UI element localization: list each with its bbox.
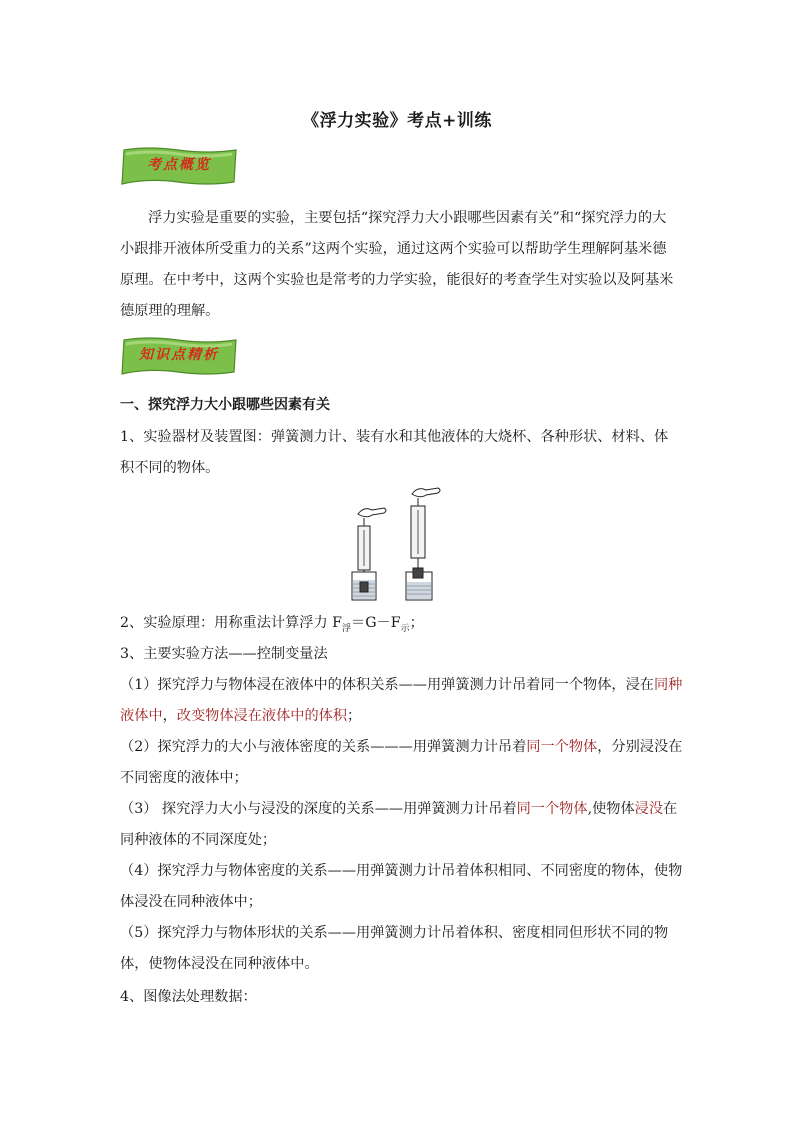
principle-text: 2、实验原理：用称重法计算浮力 F [120,615,343,631]
method-3-line1 [120,794,680,825]
method-1-highlight: 改变物体浸在液体中的体积 [176,708,348,724]
section-heading: 一、探究浮力大小跟哪些因素有关 [120,397,330,413]
method-3-text: ,使物体 [587,801,635,817]
principle-sub-reading: 示 [400,623,410,634]
item-method: 3、主要实验方法——控制变量法 [120,646,328,662]
method-4-line2: 体浸没在同种液体中； [120,894,262,910]
method-4-line1: （4）探究浮力与物体密度的关系——用弹簧测力计吊着体积相同、不同密度的物体，使物 [120,863,683,879]
method-3-highlight: 同一个物体 [516,801,588,817]
method-5-line1: （5）探究浮力与物体形状的关系——用弹簧测力计吊着体积、密度相同但形状不同的物 [120,925,669,941]
principle-formula: ＝G－F [351,615,401,631]
method-1-line1 [120,670,683,701]
overview-banner [118,146,240,190]
method-1-text: ， [162,708,177,724]
method-3-highlight: 浸没 [634,801,664,817]
method-2-text: ，分别浸没在 [597,739,683,755]
method-5-line2: 体，使物体浸没在同种液体中。 [120,956,319,972]
method-1-highlight: 液体中 [120,708,163,724]
method-2-text: （2）探究浮力的大小与液体密度的关系———用弹簧测力计吊着 [120,739,527,755]
knowledge-banner-label: 知识点精析 [139,347,219,363]
overview-banner-label: 考点概览 [147,157,211,173]
method-1-text: （1）探究浮力与物体浸在液体中的体积关系——用弹簧测力计吊着同一个物体，浸在 [120,677,654,693]
method-2-line2: 不同密度的液体中； [120,770,248,786]
method-2-highlight: 同一个物体 [526,739,598,755]
item-graph-method: 4、图像法处理数据： [120,989,257,1005]
method-3-text: 在 [663,801,678,817]
document-title: 《浮力实验》考点+训练 [302,111,492,131]
method-1-line2 [120,701,680,732]
item-apparatus: 1、实验器材及装置图：弹簧测力计、装有水和其他液体的大烧杯、各种形状、材料、体积不同的物体。 [120,429,669,476]
principle-sub-buoyant: 浮 [342,623,352,634]
overview-paragraph: 浮力实验是重要的实验，主要包括“探究浮力大小跟哪些因素有关”和“探究浮力的大小跟排开液体所受重力的关系”这两个实验，通过这两个实验可以帮助学生理解阿基米德原理。在中考中，这两个实验也是常考的力学实验，能很好的考查学生对实验以及阿基米德原理的理解。 [120,210,674,319]
apparatus-figure [342,484,452,604]
knowledge-banner [118,336,240,380]
method-1-highlight: 同种 [653,677,683,693]
principle-end: ； [409,615,424,631]
method-2-line1 [120,732,683,763]
spring-scale-beaker-icon [342,484,452,604]
method-3-line2: 同种液体的不同深度处； [120,832,277,848]
method-1-text: ； [347,708,362,724]
method-3-text: （3） 探究浮力大小与浸没的深度的关系——用弹簧测力计吊着 [120,801,517,817]
